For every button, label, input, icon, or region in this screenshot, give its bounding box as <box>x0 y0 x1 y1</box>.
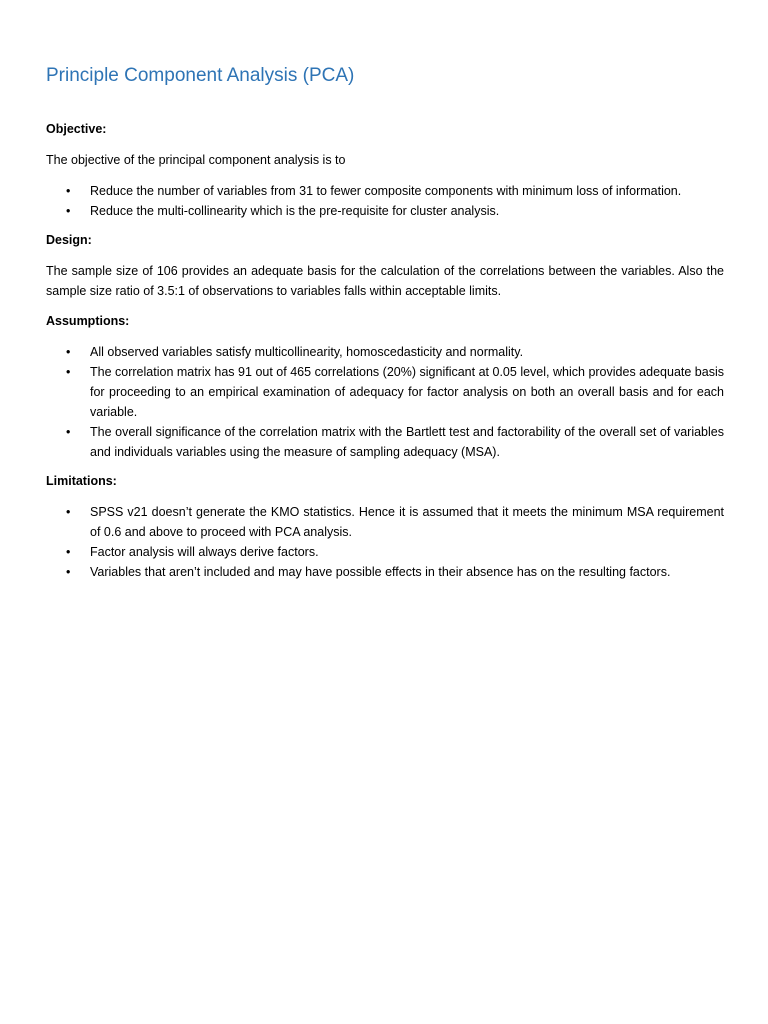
design-text: The sample size of 106 provides an adequate basis for the calculation of the correlations between the variables. Also the sample size ratio of 3.5:1 of observations to variables falls within acceptable limits. <box>46 264 724 298</box>
list-item <box>46 342 724 362</box>
list-item-text: The correlation matrix has 91 out of 465 correlations (20%) significant at 0.05 level, which provides adequate basis for proceeding to an empirical examination of adequacy for factor analysis on both an overall basis and for each variable. <box>90 365 724 419</box>
list-item-text: SPSS v21 doesn’t generate the KMO statistics. Hence it is assumed that it meets the minimum MSA requirement of 0.6 and above to proceed with PCA analysis. <box>90 505 724 539</box>
design-heading: Design: <box>46 233 92 247</box>
list-item <box>46 562 724 582</box>
bullet-icon: • <box>66 425 71 439</box>
list-item-text: Reduce the number of variables from 31 to fewer composite components with minimum loss of information. <box>90 184 682 198</box>
objective-section <box>46 120 724 221</box>
assumptions-section <box>46 312 724 462</box>
objective-list <box>46 181 724 221</box>
bullet-icon: • <box>66 184 71 198</box>
objective-intro: The objective of the principal component analysis is to <box>46 153 346 167</box>
list-item-text: Variables that aren’t included and may have possible effects in their absence has on the resulting factors. <box>90 565 671 579</box>
bullet-icon: • <box>66 365 71 379</box>
list-item <box>46 362 724 422</box>
objective-heading: Objective: <box>46 122 107 136</box>
limitations-heading: Limitations: <box>46 474 117 488</box>
list-item <box>46 542 724 562</box>
list-item <box>46 502 724 542</box>
assumptions-list <box>46 342 724 462</box>
bullet-icon: • <box>66 204 71 218</box>
list-item <box>46 201 724 221</box>
list-item <box>46 181 724 201</box>
list-item-text: Factor analysis will always derive factors. <box>90 545 319 559</box>
bullet-icon: • <box>66 565 71 579</box>
bullet-icon: • <box>66 345 71 359</box>
list-item <box>46 422 724 462</box>
bullet-icon: • <box>66 545 71 559</box>
assumptions-heading: Assumptions: <box>46 314 130 328</box>
bullet-icon: • <box>66 505 71 519</box>
page-title: Principle Component Analysis (PCA) <box>46 65 355 86</box>
document-page <box>46 62 724 592</box>
list-item-text: Reduce the multi-collinearity which is the pre-requisite for cluster analysis. <box>90 204 500 218</box>
limitations-section <box>46 472 724 582</box>
limitations-list <box>46 502 724 582</box>
design-section <box>46 231 724 301</box>
list-item-text: All observed variables satisfy multicollinearity, homoscedasticity and normality. <box>90 345 524 359</box>
list-item-text: The overall significance of the correlation matrix with the Bartlett test and factorability of the overall set of variables and individuals variables using the measure of sampling adequacy (MSA). <box>90 425 724 459</box>
